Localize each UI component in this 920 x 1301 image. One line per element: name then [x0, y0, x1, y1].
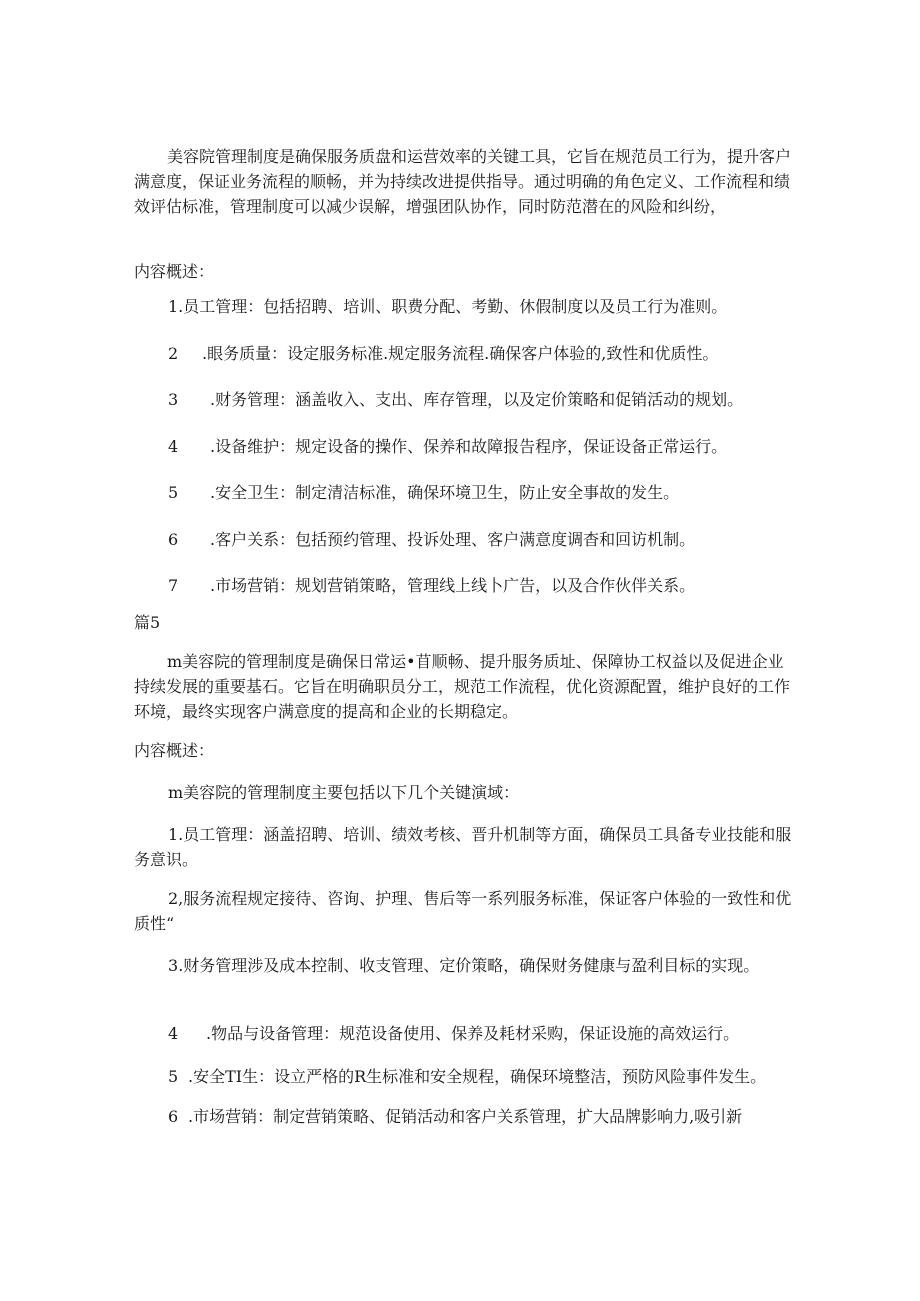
item-number: 3	[168, 956, 179, 975]
item-text: .财务管理：涵盖收入、支出、库存管理，以及定价策略和促销活动的规划。	[210, 390, 744, 409]
item-text: 员工管理：包括招聘、培训、职费分配、考勤、休假制度以及员工行为准则。	[183, 297, 728, 316]
section1-list-item	[168, 294, 798, 319]
item-text: .设备维护：规定设备的操作、保养和故障报告程序，保证设备正常运行。	[210, 437, 728, 456]
item-number: 7	[168, 576, 179, 595]
item-text: .客户关系：包括预约管理、投诉处理、客户满意度调杳和回访机制。	[210, 530, 696, 549]
section1-list-item	[168, 480, 798, 505]
item-text: .物品与设备管理：规范设备使用、保养及耗材采购，保证设施的高效运行。	[206, 1024, 740, 1043]
section1-intro-paragraph: 美容院管理制度是确保服务质盘和运营效率的关键工具，它旨在规范员工行为，提升客户满意度，保证业务流程的顺畅，并为持续改进提供指导。通过明确的角色定义、工作流程和绩效评估标准，管理制度可以减少误解，增强团队协作，同时防范潜在的风险和纠纷，	[134, 147, 792, 216]
item-number: 6	[168, 530, 179, 549]
item-text: .财务管理涉及成本控制、收支管理、定价策略，确保财务健康与盈利目标的实现。	[178, 956, 760, 975]
item-number: 5	[168, 483, 179, 502]
item-number: 6	[168, 1107, 179, 1126]
section1-list-item	[168, 341, 798, 366]
section2-heading: 篇5	[134, 613, 161, 632]
section2-list-item	[168, 1021, 798, 1046]
item-text: .安全卫生：制定清洁标准，确保环境卫生，防止安全事故的发生。	[210, 483, 680, 502]
item-number: 3	[168, 390, 179, 409]
item-text: .市场营销：规划营销策略，管理线上线卜广告，以及合作伙伴关系。	[210, 576, 696, 595]
item-text: .市场营销：制定营销策略、促销活动和客户关系管理，扩大品牌影响力,吸引新	[188, 1107, 743, 1126]
section2-overview-heading: 内容概述：	[134, 741, 215, 760]
item-number: 4	[168, 437, 179, 456]
section1-overview-heading: 内容概述：	[134, 262, 215, 281]
section2-list-item	[168, 1064, 798, 1089]
item-number: 4	[168, 1024, 179, 1043]
section1-list-item	[168, 434, 798, 459]
section2-lead-text: m美容院的管理制度主要包括以下几个关键演域：	[168, 783, 520, 802]
item-number: 1.	[168, 825, 184, 844]
section2-list-item	[134, 822, 794, 872]
section2-intro-paragraph: m美容院的管理制度是确保日常运•苜顺畅、提升服务质址、保障协工权益以及促进企业持续发展的重要基石。它旨在明确职员分工，规范工作流程，优化资源配置，维护良好的工作环境，最终实现客户满意度的提高和企业的长期稳定。	[134, 652, 791, 721]
item-number: 5	[168, 1067, 179, 1086]
section2-list-item	[134, 953, 794, 978]
section1-list-item	[168, 573, 798, 598]
item-number: 1.	[168, 297, 184, 316]
item-text: .安全TI生：设立严格的R生标准和安全规程，确保环境整洁，预防风险事件发生。	[188, 1067, 767, 1086]
item-number: 2	[168, 344, 179, 363]
item-text: 服务流程规定接待、咨询、护理、售后等一系列服务标准，保证客户体验的一致性和优质性“	[134, 889, 792, 933]
item-number: 2,	[168, 889, 184, 908]
section1-list-item	[168, 527, 798, 552]
item-text: .眼务质量：设定服务标准.规定服务流程.确保客户体验的,致性和优质性。	[202, 344, 719, 363]
item-text: 员工管理：涵盖招聘、培训、绩效考核、晋升机制等方面，确保员工具备专业技能和服务意识。	[134, 825, 792, 869]
section2-list-item	[168, 1104, 798, 1129]
section1-list-item	[168, 387, 798, 412]
section2-list-item	[134, 886, 794, 936]
